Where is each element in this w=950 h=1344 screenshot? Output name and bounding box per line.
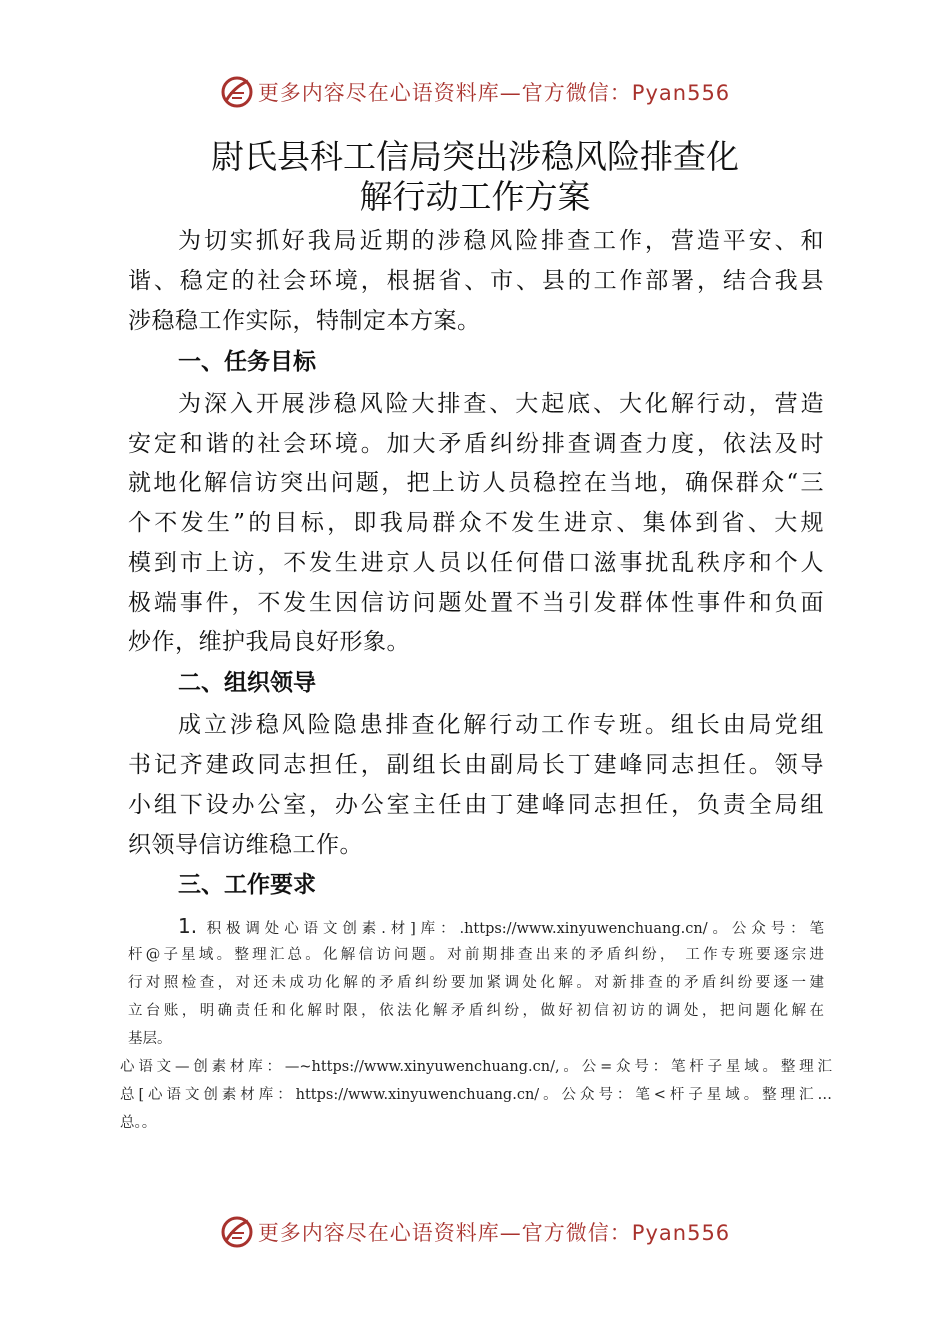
footer-note-line: 心语文—创素材库：—~https://www.xinyuwenchuang.cn/,。公=众号：笔杆子星域。整理汇 xyxy=(120,1059,832,1075)
document-title-line-2: 解行动工作方案 xyxy=(359,177,591,216)
banner-text: 更多内容尽在心语资料库—官方微信：Pyan556 xyxy=(257,1221,731,1245)
section3-item-line: 立台账，明确责任和化解时限，依法化解矛盾纠纷，做好初信初访的调处，把问题化解在 xyxy=(128,1003,824,1019)
section-heading-2: 二、组织领导 xyxy=(178,670,316,696)
intro-line: 涉稳稳工作实际，特制定本方案。 xyxy=(128,308,481,334)
section2-line: 织领导信访维稳工作。 xyxy=(128,832,363,858)
section1-line: 极端事件，不发生因信访问题处置不当引发群体性事件和负面 xyxy=(128,590,824,616)
intro-line: 谐、稳定的社会环境，根据省、市、县的工作部署，结合我县 xyxy=(128,268,824,294)
section3-item-line: 杆@子星域。整理汇总。化解信访问题。对前期排查出来的矛盾纠纷， 工作专班要逐宗进 xyxy=(128,947,824,963)
section1-line: 安定和谐的社会环境。加大矛盾纠纷排查调查力度，依法及时 xyxy=(128,431,824,457)
logo-icon xyxy=(220,75,254,109)
intro-line: 为切实抓好我局近期的涉稳风险排查工作，营造平安、和 xyxy=(178,228,824,254)
section-heading-3: 三、工作要求 xyxy=(178,872,316,898)
section3-item-line: 行对照检查，对还未成功化解的矛盾纠纷要加紧调处化解。对新排查的矛盾纠纷要逐一建 xyxy=(128,975,824,991)
section2-line: 成立涉稳风险隐患排查化解行动工作专班。组长由局党组 xyxy=(178,712,824,738)
section1-line: 个不发生”的目标，即我局群众不发生进京、集体到省、大规 xyxy=(128,510,824,536)
section2-line: 书记齐建政同志担任，副组长由副局长丁建峰同志担任。领导 xyxy=(128,752,824,778)
footer-banner xyxy=(0,1210,950,1254)
section2-line: 小组下设办公室，办公室主任由丁建峰同志担任，负责全局组 xyxy=(128,792,824,818)
item-text: 积极调处心语文创素.材]库：.https://www.xinyuwenchuang.cn/。公众号：笔 xyxy=(206,921,825,937)
section1-line: 炒作，维护我局良好形象。 xyxy=(128,629,410,655)
document-title-line-1: 尉氏县科工信局突出涉稳风险排查化 xyxy=(211,137,739,176)
footer-note-line: 总。。 xyxy=(120,1115,157,1131)
item-number: 1. xyxy=(178,914,198,938)
section-heading-1: 一、任务目标 xyxy=(178,349,316,375)
banner-text: 更多内容尽在心语资料库—官方微信：Pyan556 xyxy=(257,81,731,105)
section3-item-line: 基层。 xyxy=(128,1031,172,1047)
footer-note-line: 总[心语文创素材库：https://www.xinyuwenchuang.cn/。公众号：笔<杆子星域。整理汇… xyxy=(120,1087,832,1103)
section1-line: 为深入开展涉稳风险大排查、大起底、大化解行动，营造 xyxy=(178,391,824,417)
logo-icon xyxy=(220,1215,254,1249)
header-banner xyxy=(0,70,950,114)
section3-item-line xyxy=(178,912,824,943)
section1-line: 就地化解信访突出问题，把上访人员稳控在当地，确保群众“三 xyxy=(128,470,824,496)
section1-line: 模到市上访，不发生进京人员以任何借口滋事扰乱秩序和个人 xyxy=(128,550,824,576)
